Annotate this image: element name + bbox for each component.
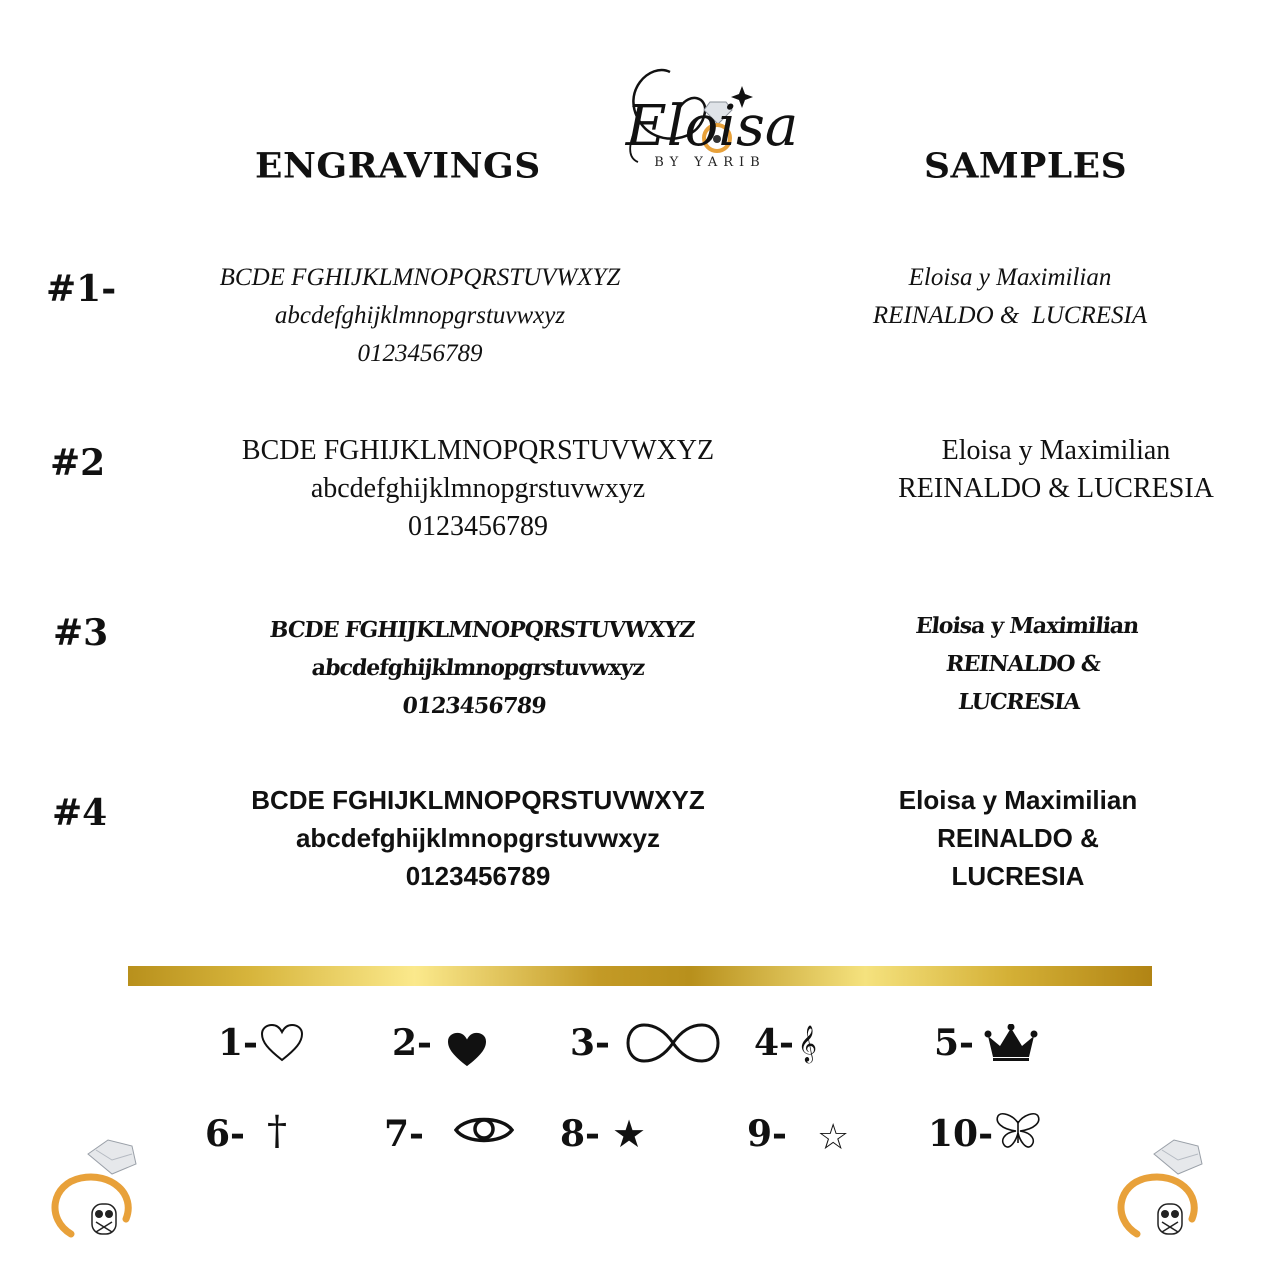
ring-owl-logo-left bbox=[46, 1134, 146, 1244]
style-number-2: #2 bbox=[50, 442, 106, 484]
symbol-label: 10- bbox=[928, 1113, 994, 1155]
butterfly-icon bbox=[995, 1111, 1041, 1151]
symbol-option-10 bbox=[928, 1108, 1041, 1160]
symbol-option-5 bbox=[934, 1018, 1038, 1068]
symbol-option-1 bbox=[218, 1018, 304, 1068]
style-number-1: #1- bbox=[46, 268, 117, 310]
symbol-label: 5- bbox=[934, 1022, 974, 1064]
treble-clef-icon: 𝄞 bbox=[798, 1023, 817, 1062]
style-4-uppercase: BCDE FGHIJKLMNOPQRSTUVWXYZ bbox=[251, 785, 705, 815]
symbol-option-8 bbox=[560, 1108, 646, 1160]
symbol-option-7 bbox=[384, 1108, 514, 1160]
infinity-icon bbox=[626, 1022, 720, 1064]
style-1-digits: 0123456789 bbox=[357, 340, 483, 367]
style-4-lowercase: abcdefghijklmnopgrstuvwxyz bbox=[295, 823, 661, 853]
symbol-label: 2- bbox=[392, 1022, 432, 1064]
style-3-sample-line: LUCRESIA bbox=[956, 689, 1081, 715]
style-1-lowercase: abcdefghijklmnopgrstuvwxyz bbox=[274, 302, 566, 329]
style-3-alphabet bbox=[214, 611, 742, 725]
style-2-uppercase: BCDE FGHIJKLMNOPQRSTUVWXYZ bbox=[241, 435, 715, 466]
heart-outline-icon bbox=[260, 1023, 304, 1063]
style-2-alphabet bbox=[200, 432, 756, 546]
ring-owl-logo-right bbox=[1112, 1134, 1212, 1244]
symbol-label: 6- bbox=[205, 1113, 245, 1155]
style-4-sample bbox=[868, 781, 1168, 895]
symbol-label: 3- bbox=[570, 1022, 610, 1064]
style-2-sample bbox=[880, 432, 1232, 508]
symbol-label: 1- bbox=[218, 1022, 258, 1064]
star-filled-icon: ★ bbox=[612, 1112, 647, 1156]
style-1-uppercase: BCDE FGHIJKLMNOPQRSTUVWXYZ bbox=[219, 264, 621, 291]
crown-icon bbox=[984, 1024, 1038, 1062]
style-3-digits: 0123456789 bbox=[401, 693, 547, 719]
symbol-option-9 bbox=[747, 1108, 849, 1160]
style-3-lowercase: abcdefghijklmnopgrstuvwxyz bbox=[310, 655, 646, 681]
style-4-sample-line: Eloisa y Maximilian bbox=[898, 785, 1138, 815]
symbol-option-4 bbox=[754, 1018, 817, 1068]
style-2-sample-line: Eloisa y Maximilian bbox=[941, 435, 1171, 466]
style-2-digits: 0123456789 bbox=[408, 511, 548, 542]
style-1-sample-line: Eloisa y Maximilian bbox=[908, 264, 1112, 291]
style-4-alphabet bbox=[200, 781, 756, 895]
style-1-sample-line: REINALDO & LUCRESIA bbox=[872, 302, 1148, 329]
style-number-3: #3 bbox=[53, 612, 109, 654]
gold-divider bbox=[128, 966, 1152, 986]
style-3-sample bbox=[874, 607, 1172, 721]
style-3-sample-line: REINALDO & bbox=[944, 651, 1102, 677]
style-4-sample-line: REINALDO & bbox=[937, 823, 1099, 853]
style-1-alphabet bbox=[170, 259, 670, 373]
style-3-uppercase: BCDE FGHIJKLMNOPQRSTUVWXYZ bbox=[268, 617, 696, 643]
eye-icon bbox=[454, 1112, 514, 1148]
cross-icon: † bbox=[267, 1108, 287, 1154]
symbol-option-3 bbox=[570, 1018, 720, 1068]
brand-logo bbox=[610, 52, 810, 182]
style-3-sample-line: Eloisa y Maximilian bbox=[914, 613, 1140, 639]
logo-tagline: BY YARIB bbox=[654, 155, 766, 170]
logo-wordmark: Eloisa bbox=[625, 94, 799, 159]
style-4-sample-line: LUCRESIA bbox=[951, 861, 1085, 891]
style-1-sample bbox=[840, 259, 1180, 335]
symbol-label: 9- bbox=[747, 1113, 787, 1155]
style-4-digits: 0123456789 bbox=[405, 861, 551, 891]
symbol-option-2 bbox=[392, 1018, 488, 1068]
engravings-heading: ENGRAVINGS bbox=[255, 146, 541, 186]
samples-heading: SAMPLES bbox=[924, 146, 1128, 186]
symbol-label: 4- bbox=[754, 1022, 794, 1064]
style-number-4: #4 bbox=[52, 792, 108, 834]
style-2-sample-line: REINALDO & LUCRESIA bbox=[898, 473, 1214, 504]
symbol-label: 8- bbox=[560, 1113, 600, 1155]
symbol-option-6 bbox=[205, 1108, 287, 1160]
heart-filled-icon bbox=[446, 1031, 488, 1069]
symbol-label: 7- bbox=[384, 1113, 424, 1155]
star-outline-icon: ☆ bbox=[817, 1116, 850, 1158]
style-2-lowercase: abcdefghijklmnopgrstuvwxyz bbox=[310, 473, 646, 504]
